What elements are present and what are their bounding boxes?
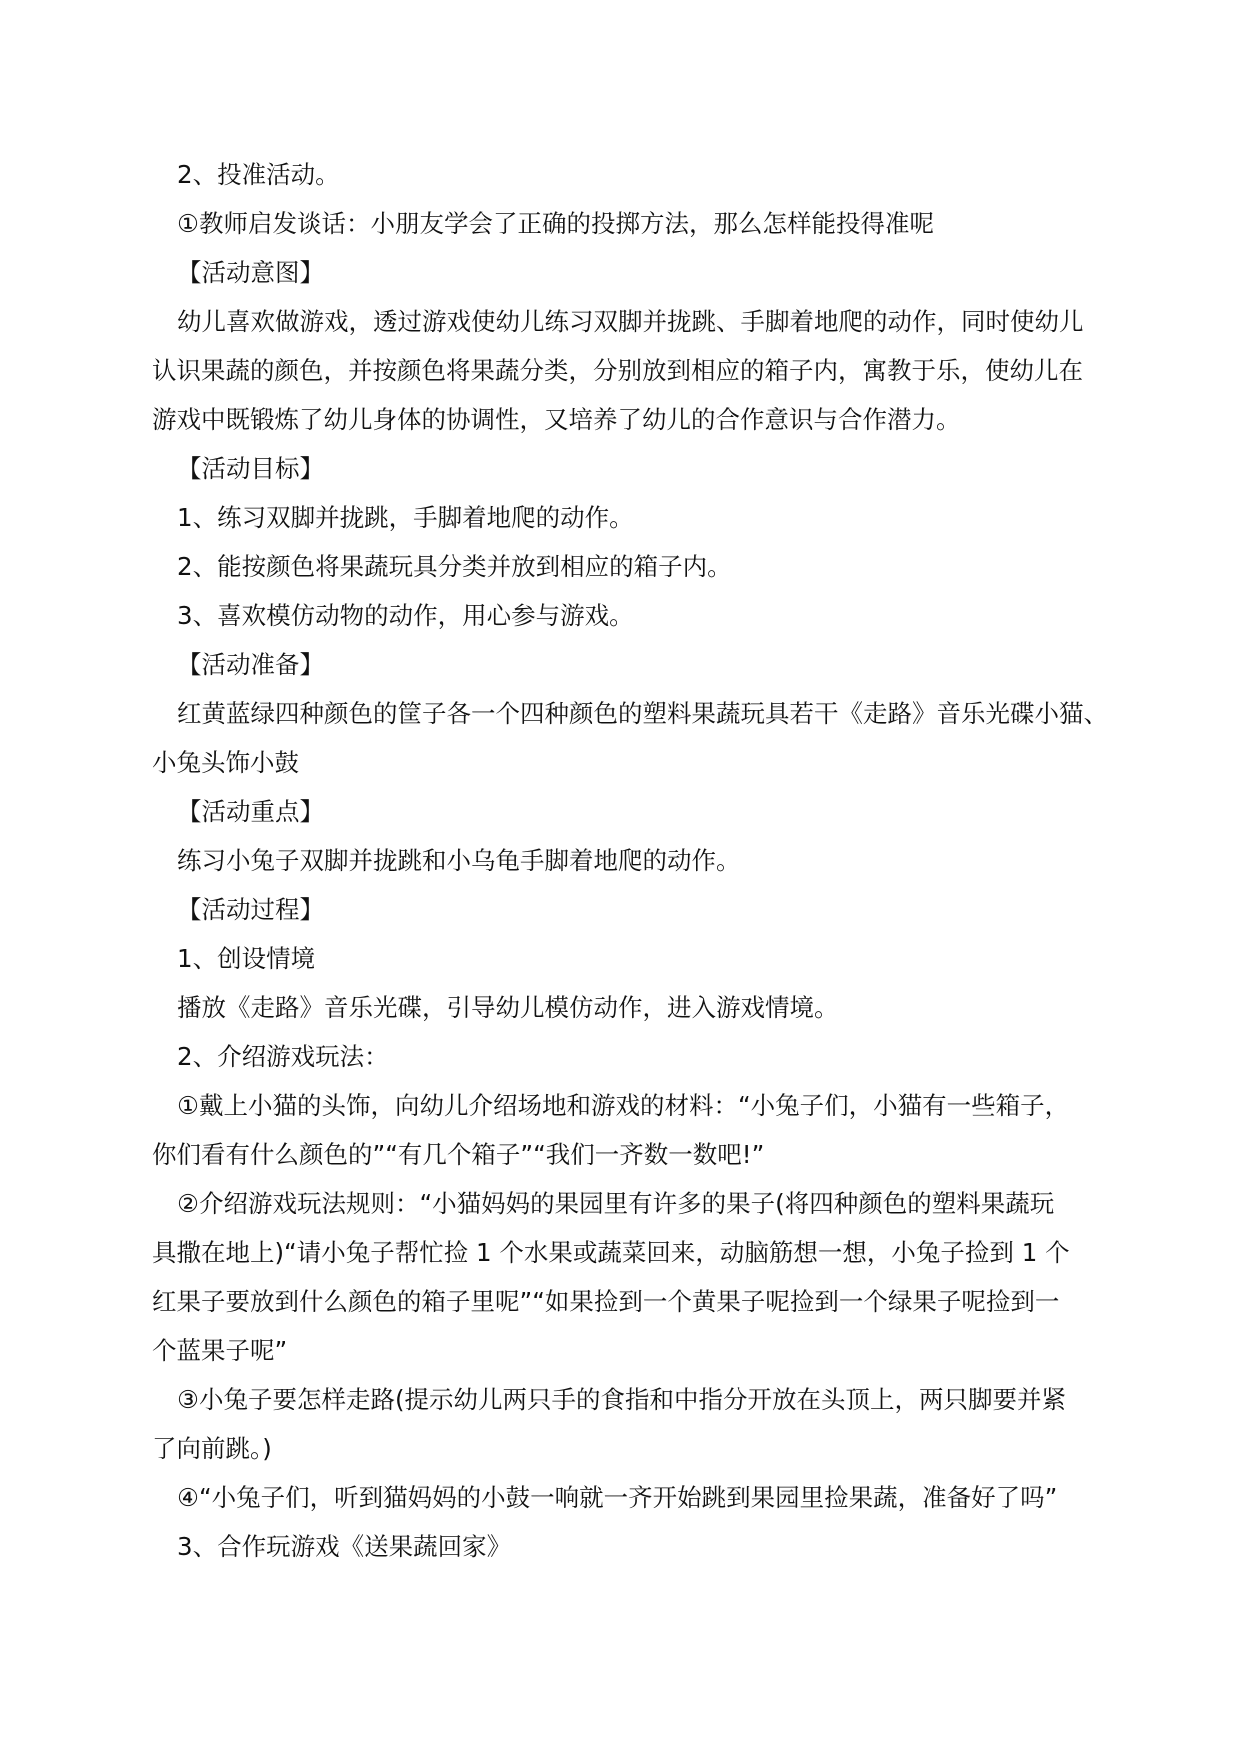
paragraph-line: 红果子要放到什么颜色的箱子里呢”“如果捡到一个黄果子呢捡到一个绿果子呢捡到一: [152, 1287, 1060, 1316]
list-item: 1、练习双脚并拢跳，手脚着地爬的动作。: [177, 503, 634, 532]
list-item: 1、创设情境: [177, 944, 316, 973]
section-heading: 【活动意图】: [177, 258, 324, 287]
list-item: 2、投准活动。: [177, 160, 340, 189]
paragraph-line: 个蓝果子呢”: [152, 1336, 288, 1365]
sub-item: ④“小兔子们，听到猫妈妈的小鼓一响就一齐开始跳到果园里捡果蔬，准备好了吗”: [177, 1483, 1058, 1512]
sub-item: ③小兔子要怎样走路(提示幼儿两只手的食指和中指分开放在头顶上，两只脚要并紧: [177, 1385, 1067, 1414]
list-item: 3、合作玩游戏《送果蔬回家》: [177, 1532, 512, 1561]
list-item: 2、介绍游戏玩法：: [177, 1042, 389, 1071]
list-item: 3、喜欢模仿动物的动作，用心参与游戏。: [177, 601, 634, 630]
paragraph-line: 小兔头饰小鼓: [152, 748, 299, 777]
sub-item: ①教师启发谈话：小朋友学会了正确的投掷方法，那么怎样能投得准呢: [177, 209, 934, 238]
sub-item: ①戴上小猫的头饰，向幼儿介绍场地和游戏的材料：“小兔子们，小猫有一些箱子，: [177, 1091, 1070, 1120]
section-heading: 【活动准备】: [177, 650, 324, 679]
document-body: [152, 150, 1112, 1571]
paragraph-line: 具撒在地上)“请小兔子帮忙捡 1 个水果或蔬菜回来，动脑筋想一想，小兔子捡到 1 个: [152, 1238, 1070, 1267]
paragraph-line: 播放《走路》音乐光碟，引导幼儿模仿动作，进入游戏情境。: [177, 993, 839, 1022]
paragraph-line: 幼儿喜欢做游戏，透过游戏使幼儿练习双脚并拢跳、手脚着地爬的动作，同时使幼儿: [177, 307, 1084, 336]
list-item: 2、能按颜色将果蔬玩具分类并放到相应的箱子内。: [177, 552, 732, 581]
paragraph-line: 认识果蔬的颜色，并按颜色将果蔬分类，分别放到相应的箱子内，寓教于乐，使幼儿在: [152, 356, 1083, 385]
paragraph-line: 了向前跳。): [152, 1434, 272, 1463]
sub-item: ②介绍游戏玩法规则：“小猫妈妈的果园里有许多的果子(将四种颜色的塑料果蔬玩: [177, 1189, 1055, 1218]
paragraph-line: 练习小兔子双脚并拢跳和小乌龟手脚着地爬的动作。: [177, 846, 741, 875]
paragraph-line: 你们看有什么颜色的”“有几个箱子”“我们一齐数一数吧!”: [152, 1140, 765, 1169]
paragraph-line: 红黄蓝绿四种颜色的筐子各一个四种颜色的塑料果蔬玩具若干《走路》音乐光碟小猫、: [177, 699, 1108, 728]
section-heading: 【活动过程】: [177, 895, 324, 924]
section-heading: 【活动目标】: [177, 454, 324, 483]
section-heading: 【活动重点】: [177, 797, 324, 826]
paragraph-line: 游戏中既锻炼了幼儿身体的协调性，又培养了幼儿的合作意识与合作潜力。: [152, 405, 961, 434]
